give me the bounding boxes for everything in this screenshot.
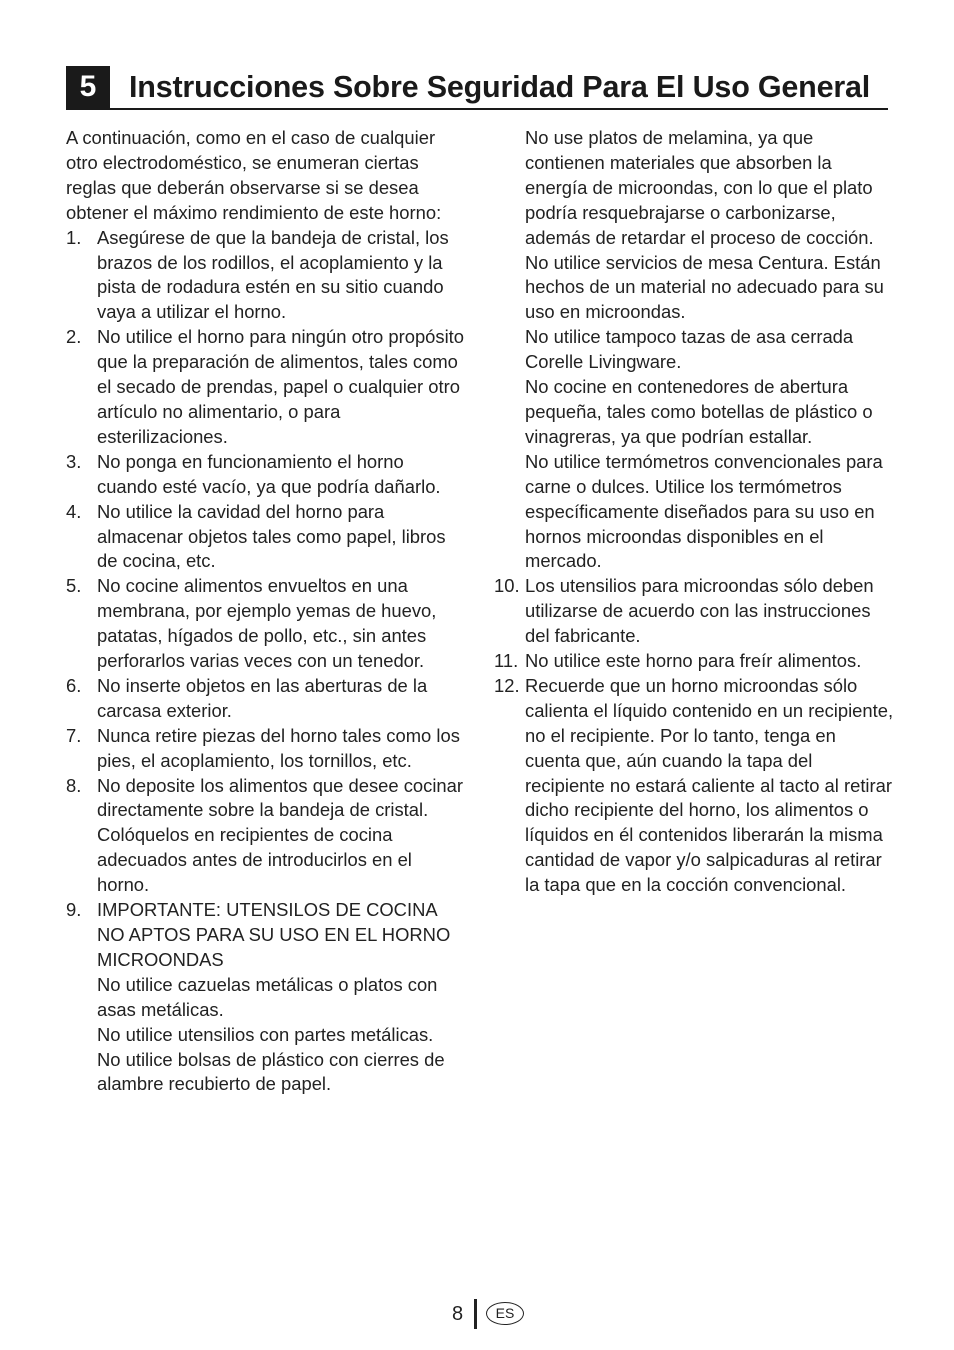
item-number: 4.	[66, 500, 82, 522]
item-text: Recuerde que un horno microondas sólo calienta el líquido contenido en un recipiente, no el recipiente. Por lo tanto, tenga en cuenta que, aún cuando la tapa del recipiente no estará caliente al tacto al retirar dicho recipiente del horno, los alimentos o líquidos en él contenidos liberarán la misma cantidad de vapor y/o salpicaduras al retirar la tapa que en la cocción convencional.	[525, 674, 894, 896]
item9-paragraph: No utilice bolsas de plástico con cierres de alambre recubierto de papel.	[97, 1048, 445, 1095]
section-title: Instrucciones Sobre Seguridad Para El Uso General	[129, 70, 871, 104]
left-column	[66, 126, 466, 1097]
item9-paragraph: No utilice servicios de mesa Centura. Están hechos de un material no adecuado para su uso en microondas.	[525, 251, 884, 323]
list-item	[66, 325, 466, 450]
section-number: 5	[66, 66, 110, 108]
list-item	[66, 724, 466, 774]
item-text: Los utensilios para microondas sólo deben utilizarse de acuerdo con las instrucciones del fabricante.	[525, 575, 874, 647]
item-text: Nunca retire piezas del horno tales como los pies, el acoplamiento, los tornillos, etc.	[97, 724, 460, 771]
item9-paragraph: No cocine en contenedores de abertura pequeña, tales como botellas de plástico o vinagreras, ya que podrían estallar.	[525, 376, 873, 447]
list-item	[66, 898, 466, 973]
item-number: 11.	[494, 650, 519, 672]
list-item	[66, 450, 466, 500]
item-number: 1.	[66, 226, 82, 248]
list-item	[494, 574, 894, 649]
section-header	[66, 66, 888, 110]
list-item	[66, 674, 466, 724]
item9-paragraph: No use platos de melamina, ya que contienen materiales que absorben la energía de microondas, con lo que el plato podría resquebrajarse o carbonizarse, además de retardar el proceso de cocción.	[525, 127, 874, 248]
item-number: 8.	[66, 774, 82, 796]
item9-paragraph: No utilice utensilios con partes metálicas.	[97, 1023, 434, 1045]
footer-divider	[474, 1299, 477, 1329]
list-item	[494, 674, 894, 898]
item9-paragraph: No utilice termómetros convencionales para carne o dulces. Utilice los termómetros específicamente diseñados para su uso en hornos microondas disponibles en el mercado.	[525, 450, 883, 572]
item-text: No utilice el horno para ningún otro propósito que la preparación de alimentos, tales como el secado de prendas, papel o cualquier otro artículo no alimentario, o para esterilizaciones.	[97, 326, 465, 447]
item-number: 6.	[66, 674, 82, 696]
list-item	[66, 226, 466, 326]
item-number: 10.	[494, 575, 520, 597]
item-number: 9.	[66, 899, 82, 921]
item-number: 12.	[494, 674, 520, 696]
item-text: IMPORTANTE: UTENSILOS DE COCINA NO APTOS PARA SU USO EN EL HORNO MICROONDAS	[97, 899, 451, 970]
list-item	[66, 500, 466, 575]
language-badge: ES	[486, 1302, 524, 1325]
intro-paragraph: A continuación, como en el caso de cualquier otro electrodoméstico, se enumeran ciertas reglas que deberán observarse si se desea obtener el máximo rendimiento de este horno:	[66, 127, 442, 223]
list-item	[66, 774, 466, 899]
item-number: 2.	[66, 326, 82, 348]
item-number: 5.	[66, 575, 82, 597]
list-item	[66, 574, 466, 674]
item-text: No deposite los alimentos que desee cocinar directamente sobre la bandeja de cristal. Colóquelos en recipientes de cocina adecuados antes de introducirlos en el horno.	[97, 774, 463, 896]
item-text: No inserte objetos en las aberturas de la carcasa exterior.	[97, 674, 428, 721]
item-text: No ponga en funcionamiento el horno cuando esté vacío, ya que podría dañarlo.	[97, 450, 441, 497]
item9-paragraph: No utilice cazuelas metálicas o platos con asas metálicas.	[97, 973, 438, 1020]
item-number: 3.	[66, 450, 82, 472]
item-number: 7.	[66, 724, 82, 746]
item-text: Asegúrese de que la bandeja de cristal, los brazos de los rodillos, el acoplamiento y la pista de rodadura estén en su sitio cuando vaya a utilizar el horno.	[97, 226, 449, 323]
item9-paragraph: No utilice tampoco tazas de asa cerrada Corelle Livingware.	[525, 326, 854, 373]
item-text: No utilice este horno para freír alimentos.	[525, 650, 862, 672]
item-text: No cocine alimentos envueltos en una membrana, por ejemplo yemas de huevo, patatas, hígados de pollo, etc., sin antes perforarlos varias veces con un tenedor.	[97, 575, 437, 672]
right-column	[494, 126, 894, 898]
page-number: 8	[452, 1303, 464, 1325]
list-item	[494, 649, 894, 674]
item-text: No utilice la cavidad del horno para almacenar objetos tales como papel, libros de cocina, etc.	[97, 500, 446, 572]
